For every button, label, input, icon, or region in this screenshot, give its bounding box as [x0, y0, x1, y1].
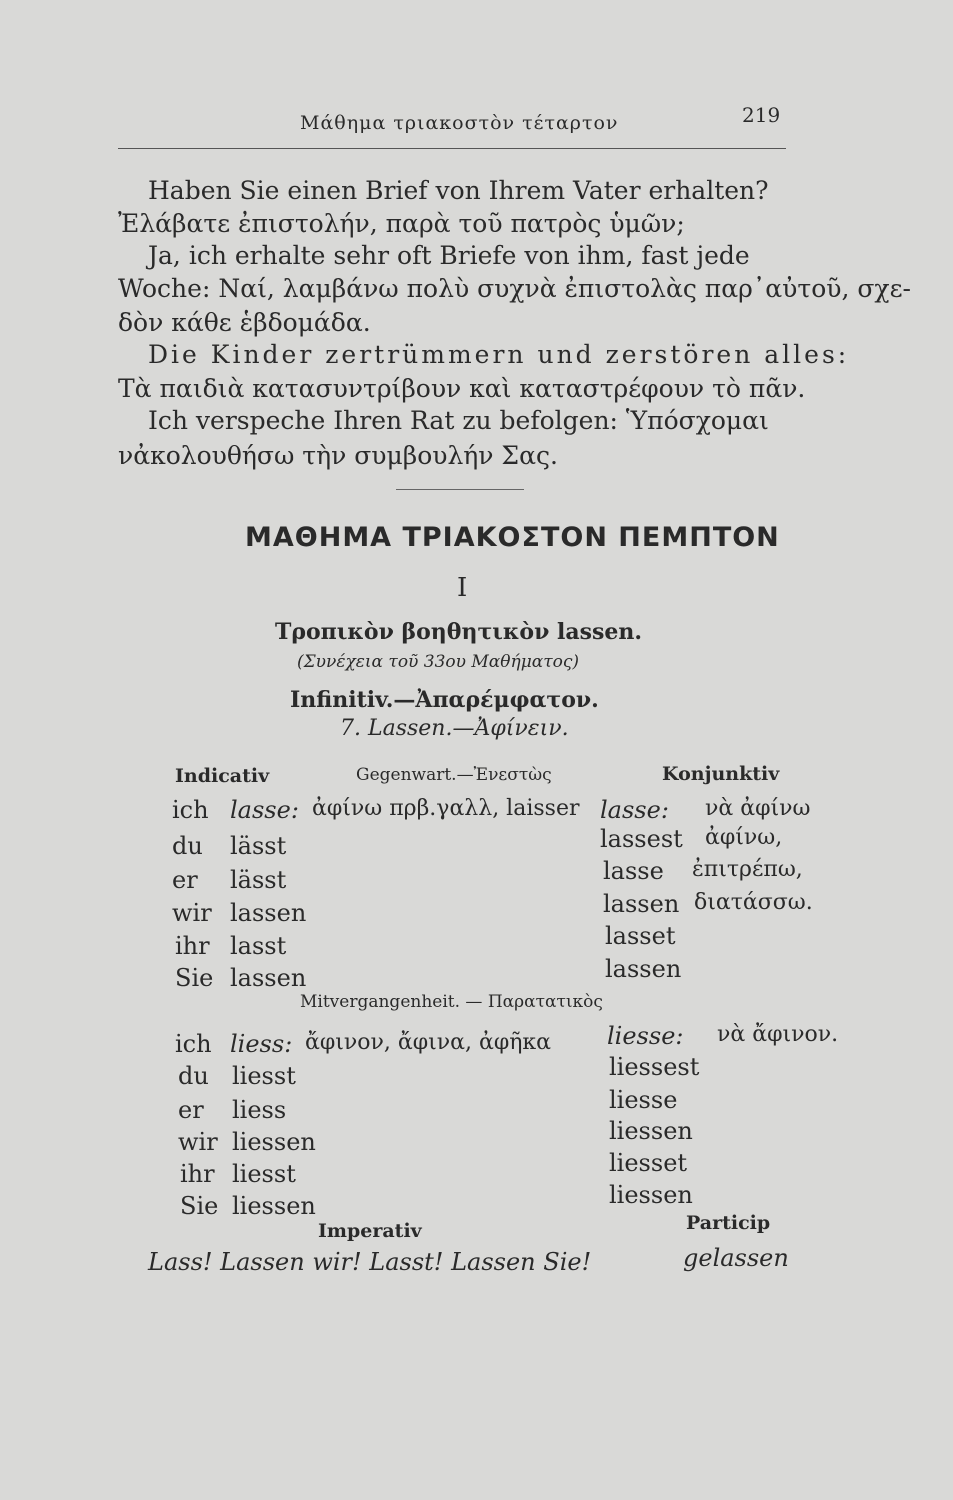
verb-form: liesst [232, 1160, 296, 1188]
indicativ-label: Indicativ [175, 765, 270, 787]
konjunktiv-form: lassen [605, 955, 682, 983]
konjunktiv-note: ἀφίνω, [705, 825, 783, 850]
infinitiv-heading: Infinitiv.—Ἀπαρέμφατον. [290, 687, 599, 713]
section-separator [396, 489, 524, 490]
verb-note: ἀφίνω πρβ.γαλλ, laisser [312, 796, 580, 821]
pronoun: wir [172, 899, 212, 927]
pronoun: ihr [180, 1160, 215, 1188]
verb-form: liessen [232, 1128, 316, 1156]
verb-form: lässt [230, 832, 287, 860]
lesson-title: ΜΑΘΗΜΑ ΤΡΙΑΚΟΣΤΟΝ ΠΕΜΠΤΟΝ [245, 522, 780, 553]
lesson-subheading: Τροπικὸν βοηθητικὸν lassen. [275, 619, 643, 645]
konjunktiv-form: liessen [609, 1181, 693, 1209]
page-number: 219 [742, 103, 781, 127]
verb-form: lasse: [230, 796, 299, 824]
verb-form: liess: [230, 1030, 293, 1058]
konjunktiv-form: lasse [603, 857, 664, 885]
pronoun: er [172, 866, 198, 894]
pronoun: ich [175, 1030, 212, 1058]
dialogue-line: Haben Sie einen Brief von Ihrem Vater erhalten? [148, 176, 769, 205]
infinitive-line: 7. Lassen.—Ἀφίνειν. [340, 716, 569, 741]
pronoun: ihr [175, 932, 210, 960]
dialogue-line: δὸν κάθε ἑβδομάδα. [118, 308, 371, 337]
dialogue-line: Ich verspeche Ihren Rat zu befolgen: Ὑπόσχομαι [148, 406, 769, 435]
konjunktiv-label: Konjunktiv [662, 763, 780, 785]
konjunktiv-form: liesse: [607, 1022, 684, 1050]
konjunktiv-note: ἐπιτρέπω, [692, 857, 803, 882]
present-tense-label: Gegenwart.—Ἐνεστὼς [356, 765, 552, 785]
verb-form: liessen [232, 1192, 316, 1220]
pronoun: er [178, 1096, 204, 1124]
konjunktiv-note: νὰ ἄφινον. [717, 1022, 839, 1047]
header-rule [118, 148, 786, 149]
konjunktiv-form: liesset [609, 1149, 688, 1177]
particip-form: gelassen [683, 1244, 789, 1272]
konjunktiv-form: lasse: [600, 796, 669, 824]
dialogue-line: Τὰ παιδιὰ κατασυντρίβουν καὶ καταστρέφουν τὸ πᾶν. [118, 374, 806, 403]
pronoun: ich [172, 796, 209, 824]
dialogue-line: νἀκολουθήσω τὴν συμβουλήν Σας. [118, 441, 558, 470]
dialogue-line: Die Kinder zertrümmern und zerstören alles: [148, 340, 850, 369]
pronoun: wir [178, 1128, 218, 1156]
konjunktiv-form: liessen [609, 1117, 693, 1145]
dialogue-line: Ja, ich erhalte sehr oft Briefe von ihm, fast jede [148, 241, 750, 270]
particip-label: Particip [686, 1212, 771, 1234]
pronoun: du [172, 832, 203, 860]
konjunktiv-form: liessest [609, 1053, 700, 1081]
konjunktiv-form: lassest [600, 825, 683, 853]
verb-form: lassen [230, 964, 307, 992]
dialogue-line: Ἐλάβατε ἐπιστολήν, παρὰ τοῦ πατρὸς ὑμῶν; [118, 209, 685, 238]
imperativ-forms: Lass! Lassen wir! Lasst! Lassen Sie! [148, 1248, 592, 1276]
konjunktiv-form: lasset [605, 922, 676, 950]
verb-form: lassen [230, 899, 307, 927]
verb-form: liesst [232, 1062, 296, 1090]
imperativ-label: Imperativ [318, 1220, 422, 1242]
verb-form: lasst [230, 932, 287, 960]
verb-form: liess [232, 1096, 287, 1124]
pronoun: Sie [175, 964, 214, 992]
konjunktiv-note: νὰ ἀφίνω [705, 796, 811, 821]
section-number: I [457, 573, 468, 603]
pronoun: du [178, 1062, 209, 1090]
konjunktiv-form: lassen [603, 890, 680, 918]
pronoun: Sie [180, 1192, 219, 1220]
past-tense-label: Mitvergangenheit. — Παρατατικὸς [300, 992, 603, 1012]
konjunktiv-note: διατάσσω. [694, 890, 813, 915]
verb-note: ἄφινον, ἄφινα, ἀφῆκα [305, 1030, 552, 1055]
dialogue-line: Woche: Ναί, λαμβάνω πολὺ συχνὰ ἐπιστολὰς παρ᾽αὐτοῦ, σχε- [118, 274, 911, 303]
konjunktiv-form: liesse [609, 1086, 678, 1114]
lesson-reference: (Συνέχεια τοῦ 33ου Μαθήματος) [297, 652, 580, 672]
verb-form: lässt [230, 866, 287, 894]
running-header: Μάθημα τριακοστὸν τέταρτον [300, 112, 619, 134]
